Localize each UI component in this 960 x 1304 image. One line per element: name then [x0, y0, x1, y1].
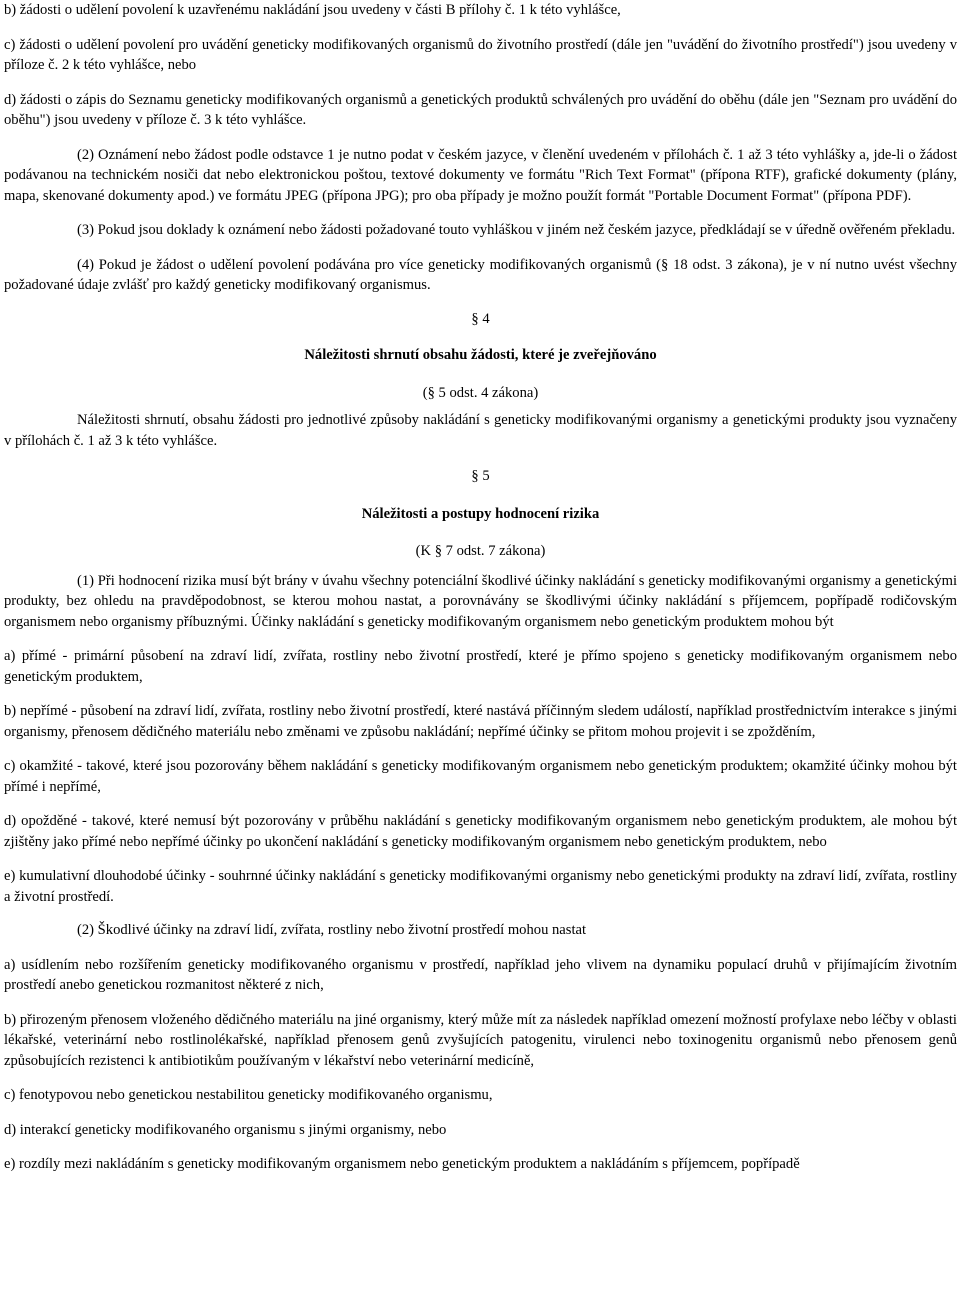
effect-item-b: b) nepřímé - působení na zdraví lidí, zvířata, rostliny nebo životní prostředí, které nastává příčinným sledem událostí, například prostřednictvím interakce s jinými organismy, přenosem dědičného materiálu nebo změnami ve způsobu nakládání; nepřímé účinky se přitom mohou projevit i se zpožděním,	[4, 703, 957, 740]
effect-item-d: d) opožděné - takové, které nemusí být pozorovány v průběhu nakládání s geneticky modifikovaným organismem nebo genetickým produktem, ale mohou být zjištěny jako přímé nebo nepřímé účinky po ukončení nakládání s geneticky modifikovaným organismem nebo genetickým produktem, nebo	[4, 813, 957, 850]
harm-item-c: c) fenotypovou nebo genetickou nestabilitou geneticky modifikovaného organismu,	[4, 1087, 493, 1103]
intro-item-c: c) žádosti o udělení povolení pro uvádění geneticky modifikovaných organismů do životního prostředí (dále jen "uvádění do životního prostředí") jsou uvedeny v příloze č. 2 k této vyhlášce, nebo	[4, 36, 957, 73]
section-5-reference: (K § 7 odst. 7 zákona)	[415, 543, 546, 559]
harm-item-d: d) interakcí geneticky modifikovaného organismu s jinými organismy, nebo	[4, 1121, 447, 1138]
paragraph-4: (4) Pokud je žádost o udělení povolení podávána pro více geneticky modifikovaných organismů (§ 18 odst. 3 zákona), je v ní nutno uvést všechny požadované údaje zvlášť pro každý geneticky modifikovaný organismus.	[4, 256, 957, 293]
section-4-mark: § 4	[471, 310, 490, 327]
section-5-paragraph-2: (2) Škodlivé účinky na zdraví lidí, zvířata, rostliny nebo životní prostředí mohou nastat	[77, 922, 587, 938]
effect-item-c: c) okamžité - takové, které jsou pozorovány během nakládání s geneticky modifikovaným organismem nebo genetickým produktem; okamžité účinky mohou být přímé i nepřímé,	[4, 758, 957, 795]
paragraph-3: (3) Pokud jsou doklady k oznámení nebo žádosti požadované touto vyhláškou v jiném než českém jazyce, předkládají se v úředně ověřeném překladu.	[77, 222, 956, 238]
section-4-title: Náležitosti shrnutí obsahu žádosti, které je zveřejňováno	[304, 347, 657, 363]
section-5-paragraph-1: (1) Při hodnocení rizika musí být brány v úvahu všechny potenciální škodlivé účinky nakládání s geneticky modifikovanými organismy a genetickými produkty, bez ohledu na pravděpodobnost, se kterou mohou nastat, a porovnávány se škodlivými účinky nakládání s příjemcem, popřípadě rodičovským organismem nebo organismy příbuznými. Účinky nakládání s geneticky modifikovaným organismem nebo genetickým produktem mohou být	[4, 572, 957, 630]
section-5-title: Náležitosti a postupy hodnocení rizika	[361, 505, 600, 522]
effect-item-a: a) přímé - primární působení na zdraví lidí, zvířata, rostliny nebo životní prostředí, které je přímo spojeno s geneticky modifikovaným organismem nebo genetickým produktem,	[4, 648, 957, 685]
paragraph-2: (2) Oznámení nebo žádost podle odstavce 1 je nutno podat v českém jazyce, v členění uvedeném v přílohách č. 1 až 3 této vyhlášky a, jde-li o žádost podávanou na technickém nosiči dat nebo elektronickou poštou, textové dokumenty ve formátu "Rich Text Format" (přípona RTF), grafické dokumenty (plány, mapa, skenované dokumenty apod.) ve formátu JPEG (přípona JPG); pro oba případy je možno použít formát "Portable Document Format" (přípona PDF).	[4, 146, 957, 204]
section-4-reference: (§ 5 odst. 4 zákona)	[422, 384, 539, 401]
section-5-mark: § 5	[471, 468, 490, 484]
effect-item-e: e) kumulativní dlouhodobé účinky - souhrnné účinky nakládání s geneticky modifikovanými organismy nebo genetickými produkty na zdraví lidí, zvířata, rostliny a životní prostředí.	[4, 868, 957, 905]
harm-item-b: b) přirozeným přenosem vloženého dědičného materiálu na jiné organismy, který může mít za následek například omezení možností profylaxe nebo léčby v oblasti lékařské, veterinární nebo rostlinolékařské, například přenosem genů zvyšujících patogenitu, virulenci nebo toxinogenitu organismů nebo přenosem genů způsobujících rezistenci k antibiotikům používaným v lékařství nebo veterinární medicíně,	[4, 1011, 957, 1069]
section-4-body: Náležitosti shrnutí, obsahu žádosti pro jednotlivé způsoby nakládání s geneticky modifikovanými organismy a genetickými produkty jsou vyznačeny v přílohách č. 1 až 3 k této vyhlášce.	[4, 412, 957, 449]
harm-item-e: e) rozdíly mezi nakládáním s geneticky modifikovaným organismem nebo genetickým produktem a nakládáním s příjemcem, popřípadě	[4, 1156, 800, 1172]
intro-item-d: d) žádosti o zápis do Seznamu geneticky modifikovaných organismů a genetických produktů schválených pro uvádění do oběhu (dále jen "Seznam pro uvádění do oběhu") jsou uvedeny v příloze č. 3 k této vyhlášce.	[4, 91, 957, 128]
intro-item-b: b) žádosti o udělení povolení k uzavřenému nakládání jsou uvedeny v části B přílohy č. 1 k této vyhlášce,	[4, 2, 621, 18]
harm-item-a: a) usídlením nebo rozšířením geneticky modifikovaného organismu v prostředí, například jeho vlivem na dynamiku populací druhů v přijímajícím životním prostředí anebo genetickou rozmanitost některé z nich,	[4, 956, 957, 993]
